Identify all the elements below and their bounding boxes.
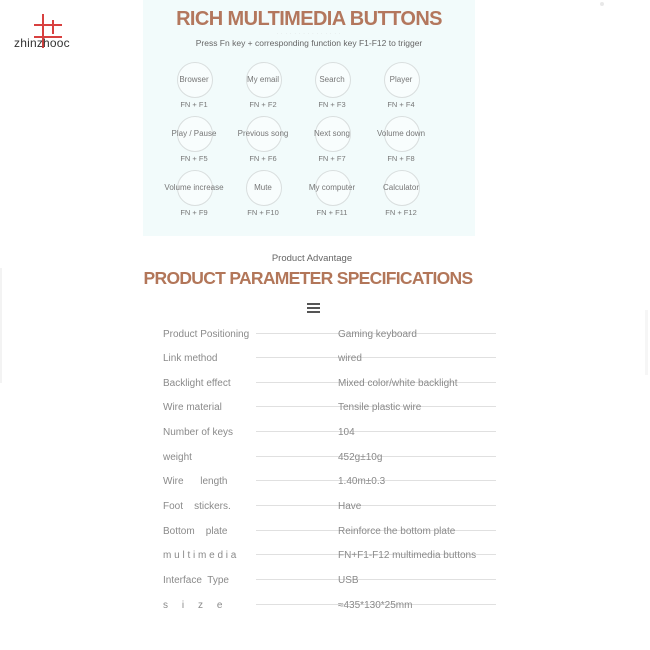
multimedia-key-label: Player	[389, 75, 413, 84]
multimedia-key-combo: FN + F5	[180, 154, 208, 163]
multimedia-key-label: Next song	[313, 129, 351, 138]
spec-row	[163, 550, 493, 564]
decorative-dot	[600, 2, 604, 6]
spec-value: Have	[338, 501, 362, 512]
spec-row	[163, 329, 493, 343]
spec-value: Tensile plastic wire	[338, 402, 422, 413]
spec-name: m u l t i m e d i a	[163, 550, 237, 561]
multimedia-key-label: My computer	[308, 183, 356, 192]
spec-value: 452g±10g	[338, 452, 383, 463]
multimedia-key-item	[163, 170, 232, 224]
multimedia-key-combo: FN + F12	[385, 208, 417, 217]
multimedia-key-combo: FN + F7	[318, 154, 346, 163]
spec-row	[163, 402, 493, 416]
spec-row	[163, 526, 493, 540]
multimedia-key-label: Play / Pause	[171, 129, 217, 138]
spec-name: Link method	[163, 353, 218, 364]
multimedia-panel	[143, 0, 475, 236]
spec-divider	[256, 357, 496, 358]
spec-divider	[256, 579, 496, 580]
spec-value: USB	[338, 575, 359, 586]
multimedia-key-label: Search	[319, 75, 345, 84]
decorative-edge	[645, 310, 648, 375]
multimedia-key-item	[370, 62, 439, 116]
multimedia-key-combo: FN + F1	[180, 100, 208, 109]
spec-name: Foot stickers.	[163, 501, 231, 512]
multimedia-key-item	[232, 116, 301, 170]
multimedia-key-label: Browser	[179, 75, 209, 84]
spec-value: Mixed color/white backlight	[338, 378, 458, 389]
spec-row	[163, 378, 493, 392]
spec-name: Wire length	[163, 476, 228, 487]
spec-row	[163, 353, 493, 367]
multimedia-key-label: Volume increase	[164, 183, 224, 192]
spec-name: Backlight effect	[163, 378, 231, 389]
decorative-edge	[0, 268, 2, 383]
product-advantage-label: Product Advantage	[271, 253, 353, 264]
spec-divider	[256, 431, 496, 432]
spec-name: Wire material	[163, 402, 222, 413]
multimedia-key-label: Mute	[254, 183, 272, 192]
spec-name: s i z e	[163, 600, 223, 611]
multimedia-key-item	[301, 62, 370, 116]
multimedia-key-grid	[163, 62, 455, 224]
spec-name: Product Positioning	[163, 329, 250, 340]
multimedia-key-label: Calculator	[382, 183, 419, 192]
menu-icon	[307, 303, 320, 315]
spec-name: Bottom plate	[163, 526, 228, 537]
multimedia-subtitle: Press Fn key + corresponding function key F1-F12 to trigger	[195, 38, 423, 48]
multimedia-key-item	[163, 62, 232, 116]
spec-name: Interface Type	[163, 575, 229, 586]
spec-row	[163, 476, 493, 490]
multimedia-key-combo: FN + F10	[247, 208, 279, 217]
spec-row	[163, 600, 493, 614]
multimedia-key-item	[232, 170, 301, 224]
multimedia-key-item	[163, 116, 232, 170]
multimedia-key-item	[232, 62, 301, 116]
multimedia-key-label: Volume down	[376, 129, 426, 138]
multimedia-key-label: My email	[246, 75, 279, 84]
spec-value: Reinforce the bottom plate	[338, 526, 456, 537]
spec-divider	[256, 505, 496, 506]
brand-logo	[12, 14, 92, 54]
multimedia-key-combo: FN + F3	[318, 100, 346, 109]
spec-row	[163, 427, 493, 441]
spec-value: 1.40m±0.3	[338, 476, 386, 487]
multimedia-key-item	[301, 116, 370, 170]
spec-row	[163, 575, 493, 589]
spec-value: 104	[338, 427, 355, 438]
decorative-fine-print: · · · · · · · · · · · · · · ·	[276, 31, 342, 36]
multimedia-key-combo: FN + F2	[249, 100, 277, 109]
spec-value: ≈435*130*25mm	[338, 600, 413, 611]
multimedia-key-item	[370, 116, 439, 170]
multimedia-key-label: Previous song	[237, 129, 289, 138]
multimedia-key-combo: FN + F11	[316, 208, 348, 217]
multimedia-key-combo: FN + F8	[387, 154, 415, 163]
spec-value: Gaming keyboard	[338, 329, 417, 340]
multimedia-key-item	[301, 170, 370, 224]
brand-name: zhinzhooc	[14, 36, 70, 50]
multimedia-key-combo: FN + F9	[180, 208, 208, 217]
multimedia-title: RICH MULTIMEDIA BUTTONS	[176, 8, 442, 30]
spec-name: Number of keys	[163, 427, 234, 438]
multimedia-key-combo: FN + F4	[387, 100, 415, 109]
multimedia-key-item	[370, 170, 439, 224]
spec-row	[163, 501, 493, 515]
spec-value: wired	[338, 353, 362, 364]
spec-title: PRODUCT PARAMETER SPECIFICATIONS	[143, 268, 473, 288]
spec-name: weight	[163, 452, 192, 463]
spec-row	[163, 452, 493, 466]
spec-value: FN+F1-F12 multimedia buttons	[338, 550, 477, 561]
multimedia-key-combo: FN + F6	[249, 154, 277, 163]
